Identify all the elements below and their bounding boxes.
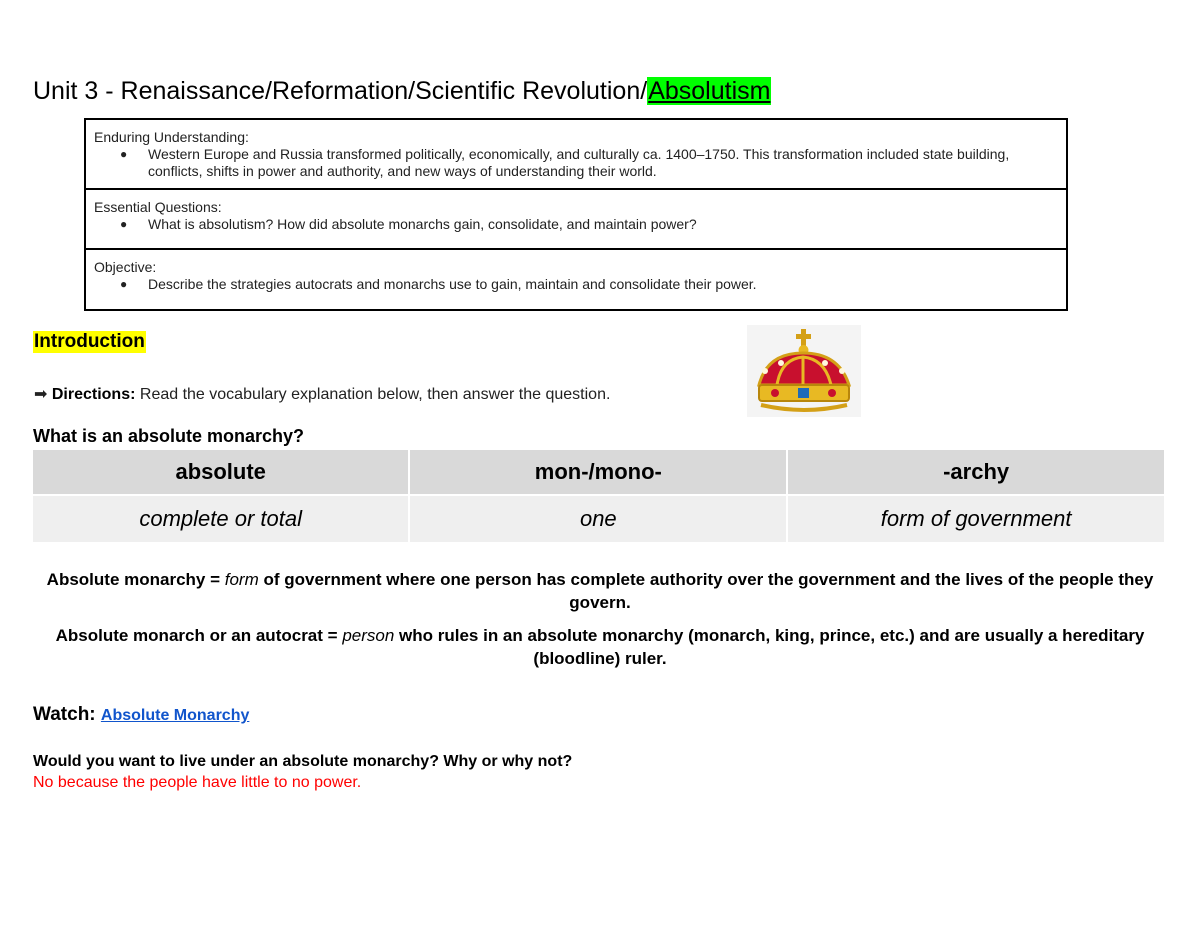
vocab-meaning-row (33, 496, 1164, 544)
bullet-icon: ● (120, 217, 128, 231)
definition-term: Absolute monarch or an autocrat = (55, 626, 343, 645)
vocab-header-row (33, 450, 1164, 496)
absolute-monarchy-link[interactable]: Absolute Monarchy (100, 707, 250, 724)
directions-text: Read the vocabulary explanation below, then answer the question. (135, 386, 611, 403)
enduring-label: Enduring Understanding: (94, 129, 249, 145)
introduction-heading: Introduction (34, 331, 145, 352)
directions-label: Directions: (51, 386, 136, 403)
objective-row (86, 250, 1066, 309)
arrow-right-icon: ➡ (34, 386, 48, 403)
reflection-answer[interactable]: No because the people have little to no power. (33, 774, 362, 791)
watch-section (33, 704, 249, 726)
definition-absolute-monarchy (33, 568, 1167, 614)
objective-label: Objective: (94, 259, 157, 275)
definition-key: form (224, 570, 259, 589)
definition-absolute-monarch (33, 624, 1167, 670)
definition-term: Absolute monarchy = (46, 570, 225, 589)
enduring-understanding-row (86, 120, 1066, 190)
vocab-meaning-cell: one (410, 496, 788, 544)
essential-text: What is absolutism? How did absolute monarchs gain, consolidate, and maintain power? (148, 216, 697, 232)
understanding-table (84, 118, 1068, 311)
watch-label: Watch: (33, 704, 101, 725)
definition-text: who rules in an absolute monarchy (monarch, king, prince, etc.) and are usually a hereditary (bloodline) ruler. (394, 626, 1145, 668)
crown-icon (747, 325, 861, 417)
bullet-icon: ● (120, 147, 128, 161)
essential-label: Essential Questions: (94, 199, 222, 215)
directions (34, 384, 610, 404)
vocab-meaning-cell: form of government (788, 496, 1164, 544)
essential-questions-row (86, 190, 1066, 250)
vocab-header-cell: mon-/mono- (410, 450, 788, 496)
vocabulary-table (33, 450, 1164, 544)
page-title (33, 77, 771, 106)
bullet-icon: ● (120, 277, 128, 291)
vocab-meaning-cell: complete or total (33, 496, 410, 544)
title-highlight: Absolutism (648, 77, 771, 105)
objective-text: Describe the strategies autocrats and monarchs use to gain, maintain and consolidate their power. (148, 276, 757, 292)
definition-key: person (342, 626, 395, 645)
definition-text: of government where one person has complete authority over the government and the lives of the people they govern. (258, 570, 1154, 612)
vocab-header-cell: absolute (33, 450, 410, 496)
reflection-question: Would you want to live under an absolute monarchy? Why or why not? (33, 753, 573, 770)
enduring-text: Western Europe and Russia transformed politically, economically, and culturally ca. 1400–1750. This transformation included state building, conflicts, shifts in power and authority, and new ways of understanding their world. (148, 146, 1010, 179)
title-text: Unit 3 - Renaissance/Reformation/Scientific Revolution/ (33, 77, 648, 105)
question-heading: What is an absolute monarchy? (33, 426, 305, 446)
vocab-header-cell: -archy (788, 450, 1164, 496)
